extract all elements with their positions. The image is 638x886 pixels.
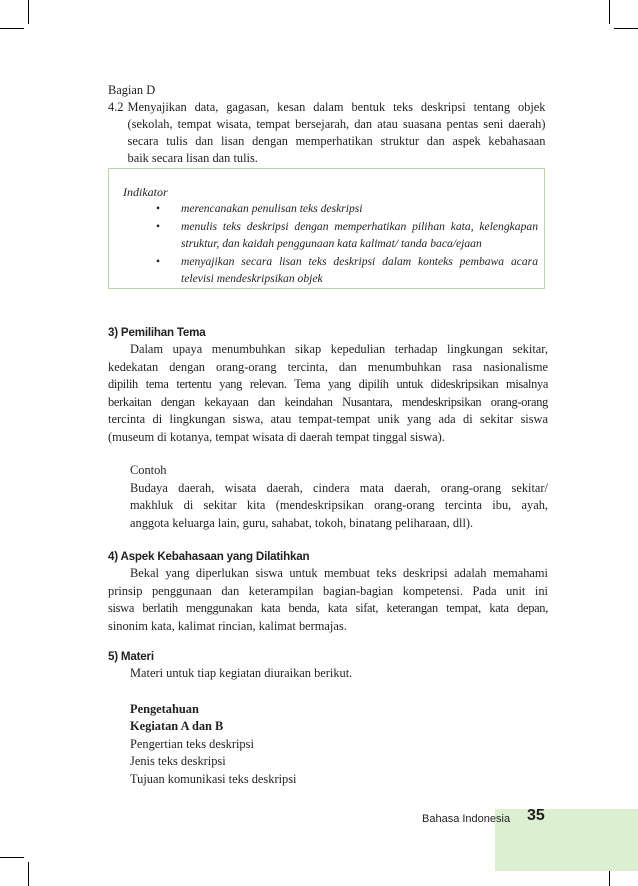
bullet-icon: • bbox=[156, 219, 161, 233]
paragraph-line: tercinta di lingkungan siswa, atau tempat-tempat unik yang ada di sekitar siswa bbox=[108, 412, 548, 426]
indikator-item bbox=[153, 253, 538, 288]
section-paragraph bbox=[108, 341, 548, 446]
paragraph-line: (museum di kotanya, tempat wisata di daerah tempat tinggal siswa). bbox=[108, 429, 445, 444]
indikator-box bbox=[108, 168, 545, 289]
competency-line: (sekolah, tempat wisata, tempat bersejarah, dan atau suasana pentas seni daerah) bbox=[127, 117, 546, 131]
paragraph-line: Bekal yang diperlukan siswa untuk membuat teks deskripsi adalah memahami bbox=[130, 566, 548, 580]
paragraph-line: sinonim kata, kalimat rincian, kalimat bermajas. bbox=[108, 618, 347, 633]
contoh-label: Contoh bbox=[130, 463, 167, 477]
materi-item: Pengertian teks deskripsi bbox=[130, 736, 254, 751]
section-heading: 4) Aspek Kebahasaan yang Dilatihkan bbox=[108, 550, 310, 563]
indikator-line: menyajikan secara lisan teks deskripsi dalam konteks pembawa acara bbox=[181, 254, 538, 268]
paragraph-line: kedekatan dengan orang-orang tercinta, dan menumbuhkan rasa nasionalisme bbox=[108, 359, 548, 374]
page-number: 35 bbox=[527, 807, 545, 824]
contoh-line: makhluk di sekitar kita (mendeskripsikan orang-orang tercinta ibu, ayah, bbox=[130, 498, 548, 512]
paragraph-line: berkaitan dengan kekayaan dan keindahan Nusantara, mendeskripsikan orang-orang bbox=[108, 394, 548, 409]
crop-mark bbox=[28, 0, 29, 24]
materi-subheading: Kegiatan A dan B bbox=[130, 719, 224, 733]
contoh-line: anggota keluarga lain, guru, sahabat, tokoh, binatang peliharaan, dll). bbox=[130, 515, 474, 530]
indikator-line: struktur, dan kaidah penggunaan kata kalimat/ tanda baca/ejaan bbox=[181, 237, 482, 250]
section-pemilihan-tema bbox=[108, 324, 548, 532]
indikator-line: merencanakan penulisan teks deskripsi bbox=[181, 202, 363, 215]
indikator-list bbox=[153, 200, 538, 288]
materi-item: Tujuan komunikasi teks deskripsi bbox=[130, 771, 297, 786]
section-aspek-kebahasaan bbox=[108, 548, 548, 635]
competency-line: baik secara lisan dan tulis. bbox=[127, 151, 258, 165]
paragraph-line: Dalam upaya menumbuhkan sikap kepedulian terhadap lingkungan sekitar, bbox=[130, 342, 548, 356]
footer-book-title: Bahasa Indonesia bbox=[422, 813, 511, 825]
indikator-line: televisi mendeskripsikan objek bbox=[181, 272, 323, 285]
bullet-icon: • bbox=[156, 202, 161, 215]
indikator-title: Indikator bbox=[123, 185, 168, 199]
materi-intro: Materi untuk tiap kegiatan diuraikan berikut. bbox=[130, 666, 353, 680]
section-paragraph bbox=[108, 565, 548, 635]
competency-item bbox=[108, 99, 548, 167]
competency-line: secara tulis dan lisan dengan memperhatikan struktur dan aspek kebahasaan bbox=[127, 134, 546, 148]
contoh-block bbox=[108, 462, 548, 532]
crop-mark bbox=[609, 0, 610, 24]
crop-mark bbox=[0, 28, 24, 29]
section-heading: 5) Materi bbox=[108, 650, 154, 663]
crop-mark bbox=[614, 28, 638, 29]
crop-mark bbox=[0, 857, 24, 858]
materi-block bbox=[108, 665, 548, 788]
bagian-block bbox=[108, 82, 548, 167]
competency-text bbox=[128, 99, 546, 167]
section-heading: 3) Pemilihan Tema bbox=[108, 326, 206, 339]
paragraph-line: prinsip penggunaan dan keterampilan bagian-bagian kompetensi. Pada unit ini bbox=[108, 583, 548, 598]
bullet-icon: • bbox=[156, 254, 161, 268]
bagian-title: Bagian D bbox=[108, 83, 156, 97]
materi-item: Jenis teks deskripsi bbox=[130, 754, 226, 768]
competency-line: Menyajikan data, gagasan, kesan dalam bentuk teks deskripsi tentang objek bbox=[127, 100, 546, 114]
indikator-item bbox=[153, 200, 538, 218]
competency-number: 4.2 bbox=[108, 100, 124, 114]
section-materi bbox=[108, 648, 548, 788]
materi-subheading: Pengetahuan bbox=[130, 701, 199, 716]
indikator-line: menulis teks deskripsi dengan memperhatikan pilihan kata, kelengkapan bbox=[181, 219, 538, 233]
paragraph-line: dipilih tema tertentu yang relevan. Tema yang dipilih untuk dideskripsikan misalnya bbox=[108, 377, 548, 391]
indikator-item bbox=[153, 218, 538, 253]
crop-mark bbox=[28, 862, 29, 886]
contoh-line: Budaya daerah, wisata daerah, cindera mata daerah, orang-orang sekitar/ bbox=[130, 480, 548, 495]
paragraph-line: siswa berlatih menggunakan kata benda, kata sifat, keterangan tempat, kata depan, bbox=[108, 601, 548, 615]
footer-band bbox=[495, 809, 638, 871]
